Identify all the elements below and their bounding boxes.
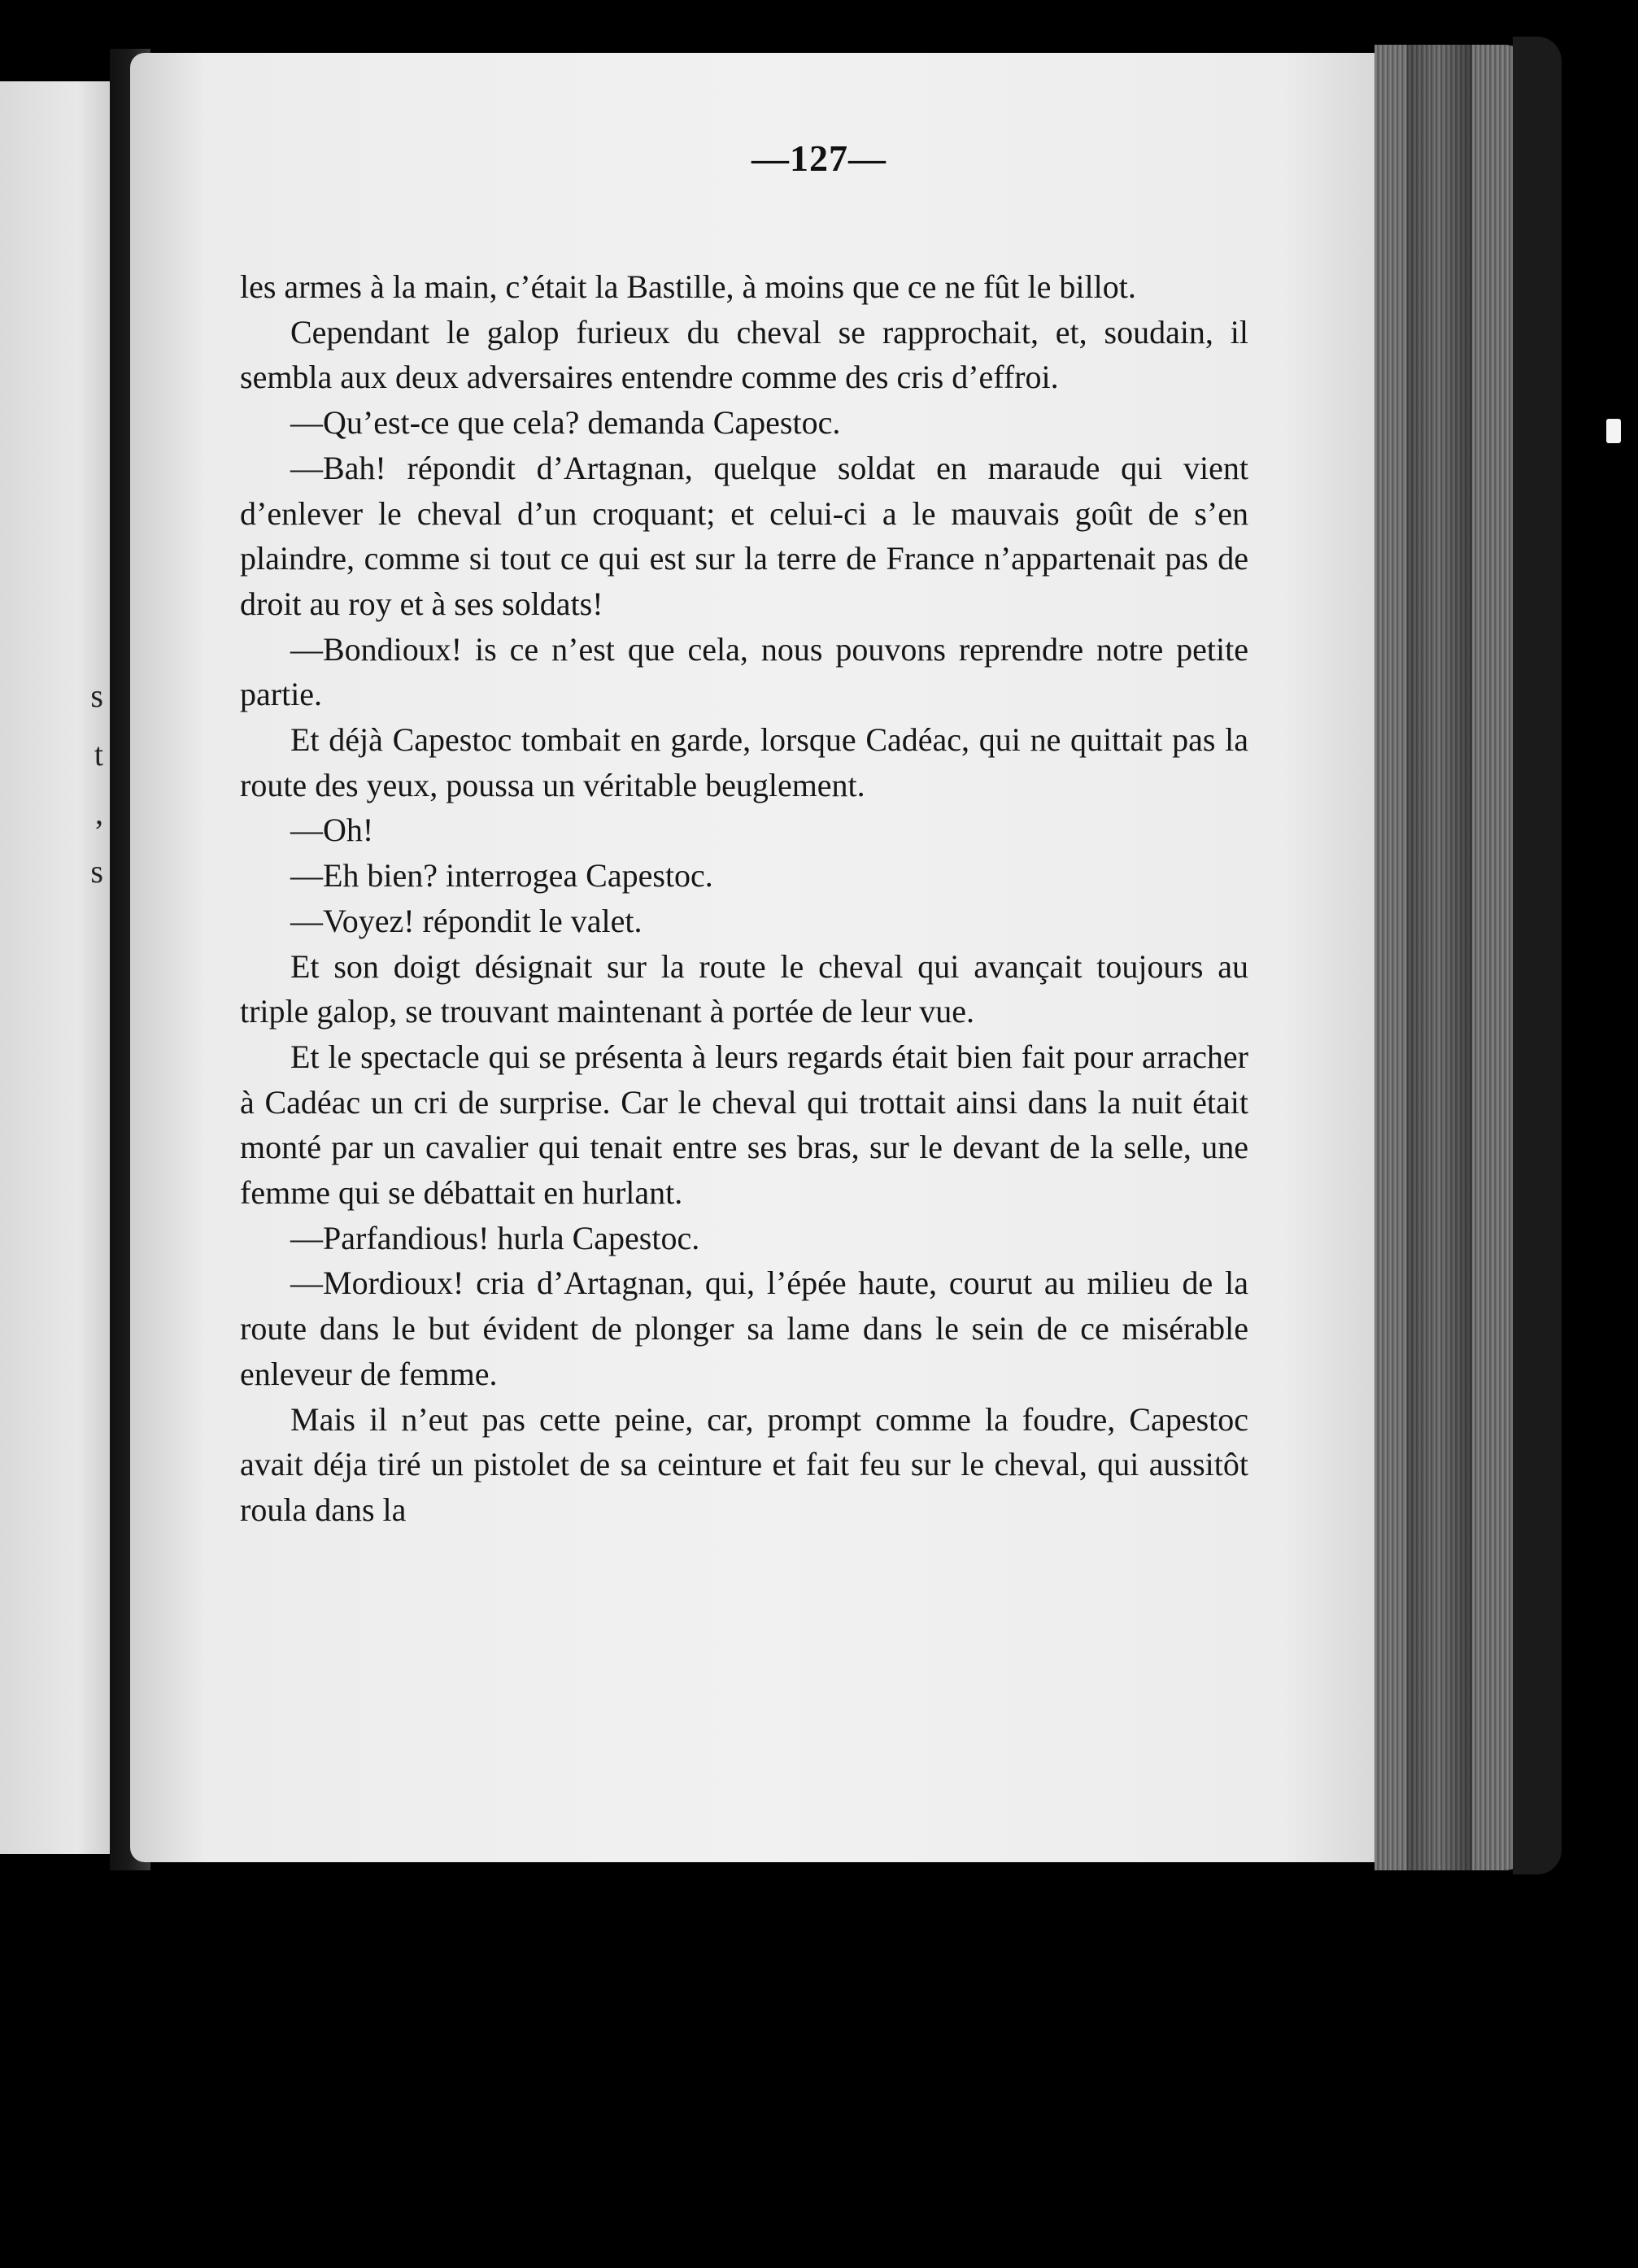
left-page-fragment-text: [79, 667, 103, 901]
paragraph: Et son doigt désignait sur la route le cheval qui avançait toujours au triple galop, se trouvant maintenant à portée de leur vue.: [240, 947, 1248, 1030]
paragraph: —Qu’est-ce que cela? demanda Capestoc.: [290, 404, 841, 442]
paragraph: —Voyez! répondit le valet.: [290, 902, 643, 939]
left-page-edge: [0, 81, 110, 1854]
paragraph: Cependant le galop furieux du cheval se rapprochait, et, soudain, il sembla aux deux adversaires entendre comme des cris d’effroi.: [240, 313, 1248, 396]
paragraph: —Mordioux! cria d’Artagnan, qui, l’épée haute, courut au milieu de la route dans le but évident de plonger sa lame dans le sein de ce misérable enleveur de femme.: [240, 1265, 1248, 1392]
paragraph: —Eh bien? interrogea Capestoc.: [290, 857, 713, 895]
paragraph: —Bondioux! is ce n’est que cela, nous pouvons reprendre notre petite partie.: [240, 630, 1248, 713]
page-body-text: [240, 264, 1248, 1533]
left-edge-char: s: [90, 853, 103, 890]
paragraph: Et le spectacle qui se présenta à leurs regards était bien fait pour arracher à Cadéac un cri de surprise. Car le cheval qui trottait ainsi dans la nuit était monté par un cavalier qui tenait entre ses bras, sur le devant de la selle, une femme qui se débattait en hurlant.: [240, 1038, 1248, 1212]
page-number: —127—: [751, 137, 887, 179]
paragraph: —Oh!: [290, 812, 374, 849]
page-edges-stack: [1374, 45, 1529, 1870]
paragraph: —Parfandious! hurla Capestoc.: [290, 1219, 700, 1256]
paragraph: Et déjà Capestoc tombait en garde, lorsque Cadéac, qui ne quittait pas la route des yeux, poussa un véritable beuglement.: [240, 721, 1248, 803]
left-edge-char: ,: [95, 794, 103, 831]
paragraph: —Bah! répondit d’Artagnan, quelque soldat en maraude qui vient d’enlever le cheval d’un croquant; et celui-ci a le mauvais goût de s’en plaindre, comme si tout ce qui est sur la terre de France n’appartenait pas de droit au roy et à ses soldats!: [240, 449, 1248, 622]
paragraph: les armes à la main, c’était la Bastille, à moins que ce ne fût le billot.: [240, 268, 1136, 305]
left-edge-char: t: [94, 736, 103, 773]
left-edge-char: s: [90, 677, 103, 714]
scan-speck: [1606, 419, 1621, 443]
paragraph: Mais il n’eut pas cette peine, car, prompt comme la foudre, Capestoc avait déja tiré un pistolet de sa ceinture et fait feu sur le cheval, qui aussitôt roula dans la: [240, 1400, 1248, 1528]
book-cover-edge: [1513, 37, 1562, 1874]
